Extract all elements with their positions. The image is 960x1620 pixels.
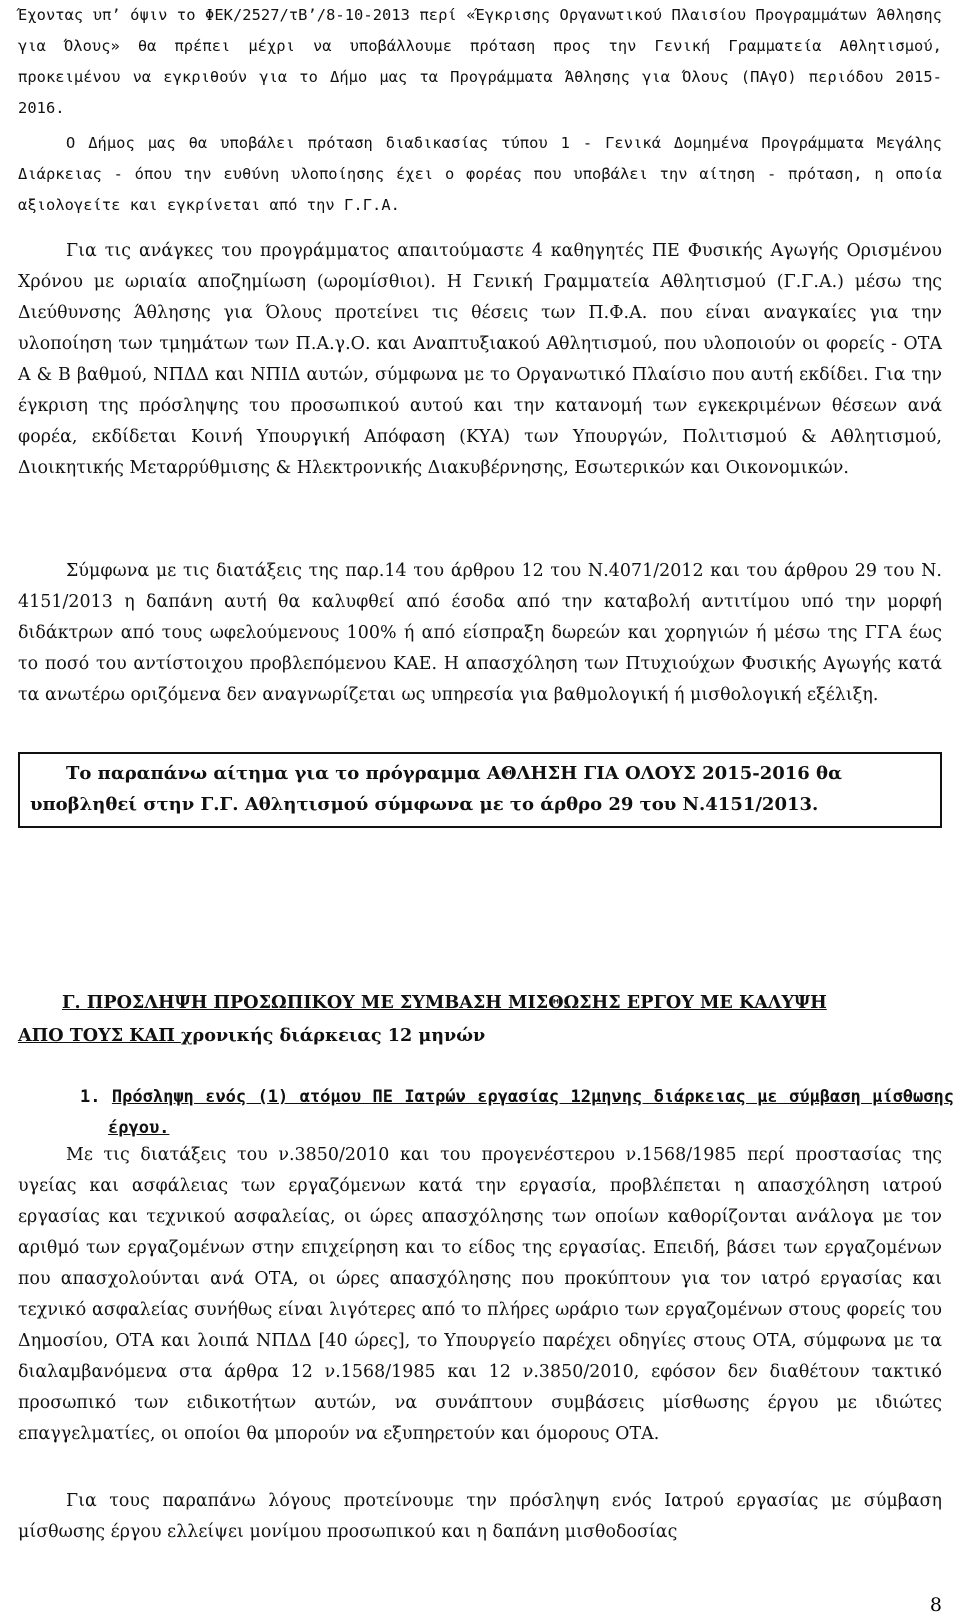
boxed-statement-line1: Το παραπάνω αίτημα για το πρόγραμμα ΑΘΛΗΣΗ ΓΙΑ ΟΛΟΥΣ 2015-2016 θα bbox=[66, 763, 842, 784]
section-heading-line2-underlined: ΑΠΟ ΤΟΥΣ ΚΑΠ bbox=[18, 1025, 181, 1046]
numbered-item-text bbox=[80, 1082, 954, 1144]
paragraph-proposal: Για τους παραπάνω λόγους προτείνουμε την πρόσληψη ενός Ιατρού εργασίας με σύμβαση μίσθωσης έργου ελλείψει μονίμου προσωπικού και η δαπάνη μισθοδοσίας bbox=[18, 1491, 942, 1542]
page-number: 8 bbox=[929, 1594, 942, 1616]
paragraph-program-type: Ο Δήμος μας θα υποβάλει πρόταση διαδικασίας τύπου 1 - Γενικά Δομημένα Προγράμματα Μεγάλης Διάρκειας - όπου την ευθύνη υλοποίησης έχει ο φορέας που υποβάλει την αίτηση - πρόταση, η οποία αξιολογείτε και εγκρίνεται από την Γ.Γ.Α. bbox=[18, 134, 942, 214]
section-heading bbox=[18, 986, 942, 1052]
section-heading-line2 bbox=[18, 1019, 942, 1052]
document-page bbox=[18, 0, 954, 1620]
paragraph-funding: Σύμφωνα με τις διατάξεις της παρ.14 του άρθρου 12 του Ν.4071/2012 και του άρθρου 29 του Ν. 4151/2013 η δαπάνη αυτή θα καλυφθεί από έσοδα από την καταβολή αντιτίμου υπό την μορφή διδάκτρων από τους ωφελούμενους 100% ή από είσπραξη δωρεών και χορηγιών ή μέσω της ΓΓΑ έως το ποσό του αντίστοιχου προβλεπόμενου ΚΑΕ. Η απασχόληση των Πτυχιούχων Φυσικής Αγωγής κατά τα ανωτέρω οριζόμενα δεν αναγνωρίζεται ως υπηρεσία για βαθμολογική ή μισθολογική εξέλιξη. bbox=[18, 561, 942, 705]
section-heading-line1 bbox=[18, 986, 942, 1019]
section-heading-line1-text: Γ. ΠΡΟΣΛΗΨΗ ΠΡΟΣΩΠΙΚΟΥ ΜΕ ΣΥΜΒΑΣΗ ΜΙΣΘΩΣΗΣ ΕΡΓΟΥ ΜΕ ΚΑΛΥΨΗ bbox=[62, 992, 827, 1013]
numbered-item bbox=[18, 1082, 954, 1144]
section-heading-line2-rest: χρονικής διάρκειας 12 μηνών bbox=[180, 1025, 486, 1046]
numbered-item-number: 1. bbox=[80, 1087, 101, 1107]
numbered-item-title: Πρόσληψη ενός (1) ατόμου ΠΕ Ιατρών εργασίας 12μηνης διάρκειας με σύμβαση μίσθωσης έργου. bbox=[108, 1087, 954, 1138]
paragraph-teachers: Για τις ανάγκες του προγράμματος απαιτούμαστε 4 καθηγητές ΠΕ Φυσικής Αγωγής Ορισμένου Χρόνου με ωριαία αποζημίωση (ωρομίσθιοι). Η Γενική Γραμματεία Αθλητισμού (Γ.Γ.Α.) μέσω της Διεύθυνσης Άθλησης για Όλους προτείνει τις θέσεις των Π.Φ.Α. που είναι αναγκαίες για την υλοποίηση των τμημάτων των Π.Α.γ.Ο. και Αναπτυξιακού Αθλητισμού, που υλοποιούν οι φορείς - ΟΤΑ Α & Β βαθμού, ΝΠΔΔ και ΝΠΙΔ αυτών, σύμφωνα με το Οργανωτικό Πλαίσιο που αυτή εκδίδει. Για την έγκριση της πρόσληψης του προσωπικού αυτού και την κατανομή των εγκεκριμένων θέσεων ανά φορέα, εκδίδεται Κοινή Υπουργική Απόφαση (ΚΥΑ) των Υπουργών, Πολιτισμού & Αθλητισμού, Διοικητικής Μεταρρύθμισης & Ηλεκτρονικής Διακυβέρνησης, Εσωτερικών και Οικονομικών. bbox=[18, 241, 942, 478]
boxed-statement-line2: υποβληθεί στην Γ.Γ. Αθλητισμού σύμφωνα με το άρθρο 29 του Ν.4151/2013. bbox=[30, 794, 819, 815]
boxed-statement bbox=[18, 752, 942, 828]
paragraph-intro: Έχοντας υπ’ όψιν το ΦΕΚ/2527/τΒ’/8-10-2013 περί «Έγκρισης Οργανωτικού Πλαισίου Προγραμμάτων Άθλησης για Όλους» θα πρέπει μέχρι να υποβάλλουμε πρόταση προς την Γενική Γραμματεία Αθλητισμού, προκειμένου να εγκριθούν για το Δήμο μας τα Προγράμματα Άθλησης για Όλους (ΠΑγΟ) περιόδου 2015-2016. bbox=[18, 6, 942, 117]
paragraph-occupational-doctor: Με τις διατάξεις του ν.3850/2010 και του προγενέστερου ν.1568/1985 περί προστασίας της υγείας και ασφάλειας των εργαζόμενων κατά την εργασία, προβλέπεται η απασχόληση ιατρού εργασίας και τεχνικού ασφαλείας, οι ώρες απασχόλησης των οποίων καθορίζονται ανάλογα με τον αριθμό των εργαζομένων στην επιχείρηση και το είδος της εργασίας. Επειδή, βάσει των εργαζομένων που απασχολούνται ανά ΟΤΑ, οι ώρες απασχόλησης που προκύπτουν για τον ιατρό εργασίας και τεχνικό ασφαλείας συνήθως είναι λιγότερες από το πλήρες ωράριο των εργαζομένων στους φορείς του Δημοσίου, ΟΤΑ και λοιπά ΝΠΔΔ [40 ώρες], το Υπουργείο παρέχει οδηγίες στους ΟΤΑ, σύμφωνα με τα διαλαμβανόμενα στα άρθρα 12 ν.1568/1985 και 12 ν.3850/2010, εφόσον δεν διαθέτουν τακτικό προσωπικό των ειδικοτήτων αυτών, να συνάπτουν συμβάσεις μίσθωσης έργου με ιδιώτες επαγγελματίες, οι οποίοι θα μπορούν να εξυπηρετούν και όμορους ΟΤΑ. bbox=[18, 1145, 942, 1444]
